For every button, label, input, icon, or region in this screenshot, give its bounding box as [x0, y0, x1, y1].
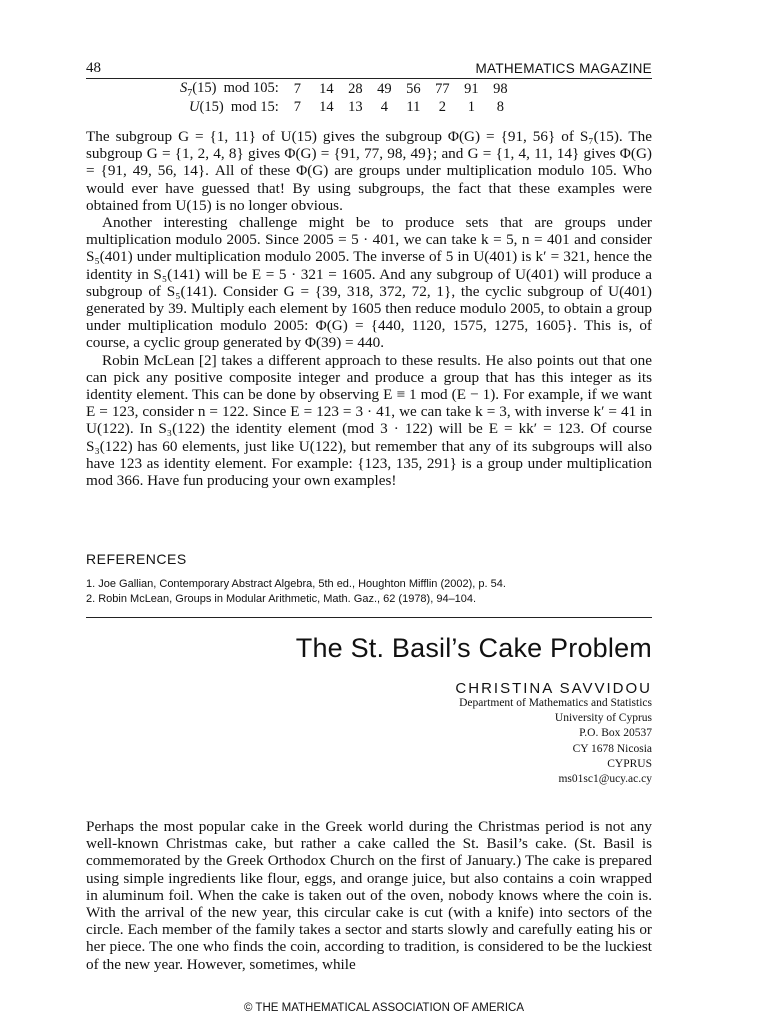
paragraph: Another interesting challenge might be to produce sets that are groups under multiplication modulo 2005. Since 2005 = 5 · 401, we can take k = 5, n = 401 and consider S₅(401) under multiplication modulo 2005. The inverse of 5 in U(401) is k′ = 321, hence the identity in S₅(141) will be E = 5 · 321 = 1605. And any subgroup of U(401) will produce a subgroup of S₅(141). Consider G = {39, 318, 372, 72, 1}, the cyclic subgroup of U(401) generated by 39. Multiply each element by 1605 then reduce modulo 2005, to obtain a group under multiplication modulo 2005: Φ(G) = {440, 1120, 1575, 1275, 1605}. This is, of course, a cyclic group generated by Φ(39) = 440.: [86, 214, 652, 352]
references-heading: REFERENCES: [86, 551, 187, 567]
reference-item: 2. Robin McLean, Groups in Modular Arithmetic, Math. Gaz., 62 (1978), 94–104.: [86, 593, 477, 605]
author-email: ms01sc1@ucy.ac.cy: [558, 773, 652, 786]
page-number: 48: [86, 60, 101, 76]
article-body: [86, 818, 652, 973]
references-list: [86, 577, 506, 607]
header-rule: [86, 78, 652, 79]
table-cell: 28: [348, 80, 363, 97]
table-cell: 49: [377, 80, 392, 97]
author-name: CHRISTINA SAVVIDOU: [455, 680, 652, 697]
table-cell: 14: [319, 98, 334, 115]
affiliation-line: Department of Mathematics and Statistics: [459, 697, 652, 709]
table-row: [180, 99, 515, 116]
table-cell: 2: [438, 98, 446, 115]
table-cell: 11: [406, 98, 421, 115]
table-row: [180, 80, 515, 99]
mod-table: [180, 80, 515, 116]
affiliation-line: University of Cyprus: [554, 712, 652, 725]
footer-copyright: © THE MATHEMATICAL ASSOCIATION OF AMERICA: [243, 1002, 525, 1014]
row-label: U(15) mod 15:: [189, 98, 279, 115]
table-cell: 98: [493, 80, 508, 97]
table-cell: 91: [464, 80, 479, 97]
affiliation-line: P.O. Box 20537: [579, 727, 652, 740]
table-cell: 13: [348, 98, 363, 115]
paragraph: The subgroup G = {1, 11} of U(15) gives the subgroup Φ(G) = {91, 56} of S₇(15). The subgroup G = {1, 2, 4, 8} gives Φ(G) = {91, 77, 98, 49}; and G = {1, 4, 11, 14} gives Φ(G) = {91, 49, 56, 14}. All of these Φ(G) are groups under multiplication modulo 105. Who would ever have guessed that! By using subgroups, the fact that these examples were obtained from U(15) is no longer obvious.: [86, 128, 652, 214]
table-cell: 7: [293, 80, 301, 97]
affiliation-line: CYPRUS: [607, 757, 652, 770]
table-cell: 56: [406, 80, 421, 97]
table-cell: 14: [319, 80, 334, 97]
paragraph: Perhaps the most popular cake in the Greek world during the Christmas period is not any well-known Christmas cake, but rather a cake called the St. Basil’s cake. (St. Basil is commemorated by the Greek Orthodox Church on the first of January.) The cake is prepared using simple ingredients like flour, eggs, and orange juice, but also contains a coin wrapped in aluminum foil. When the cake is taken out of the oven, nobody knows where the coin is. With the arrival of the new year, this circular cake is cut (with a knife) into sectors of the circle. Each member of the family takes a sector and starts slowly and carefully eating his or her piece. The one who finds the coin, according to tradition, is considered to be the luckiest of the new year. However, sometimes, while: [86, 818, 652, 973]
table-cell: 7: [293, 98, 301, 115]
author-affiliation: [459, 696, 652, 787]
running-head: MATHEMATICS MAGAZINE: [475, 61, 652, 76]
table-cell: 8: [496, 98, 504, 115]
row-label: $S_7(15)$ mod 105:: [180, 80, 279, 99]
table-cell: 1: [467, 98, 475, 115]
reference-item: 1. Joe Gallian, Contemporary Abstract Algebra, 5th ed., Houghton Mifflin (2002), p. 54.: [86, 578, 506, 590]
table-cell: 77: [435, 80, 450, 97]
article-body-previous: [86, 128, 652, 489]
affiliation-line: CY 1678 Nicosia: [572, 742, 652, 755]
paragraph: Robin McLean [2] takes a different approach to these results. He also points out that one can pick any positive composite integer and produce a group that has this integer as its identity element. This can be done by observing E ≡ 1 mod (E − 1). For example, if we want E = 123, consider n = 122. Since E = 123 = 3 · 41, we can take k = 3, with inverse k′ = 41 in U(122). In S₃(122) the identity element (mod 3 · 122) will be E = kk′ = 123. Of course S₃(122) has 60 elements, just like U(122), but remember that any of its subgroups will also have 123 as identity element. For example: {123, 135, 291} is a group under multiplication mod 366. Have fun producing your own examples!: [86, 351, 652, 490]
section-rule: [86, 617, 652, 618]
article-title: The St. Basil’s Cake Problem: [295, 633, 652, 663]
table-cell: 4: [380, 98, 388, 115]
